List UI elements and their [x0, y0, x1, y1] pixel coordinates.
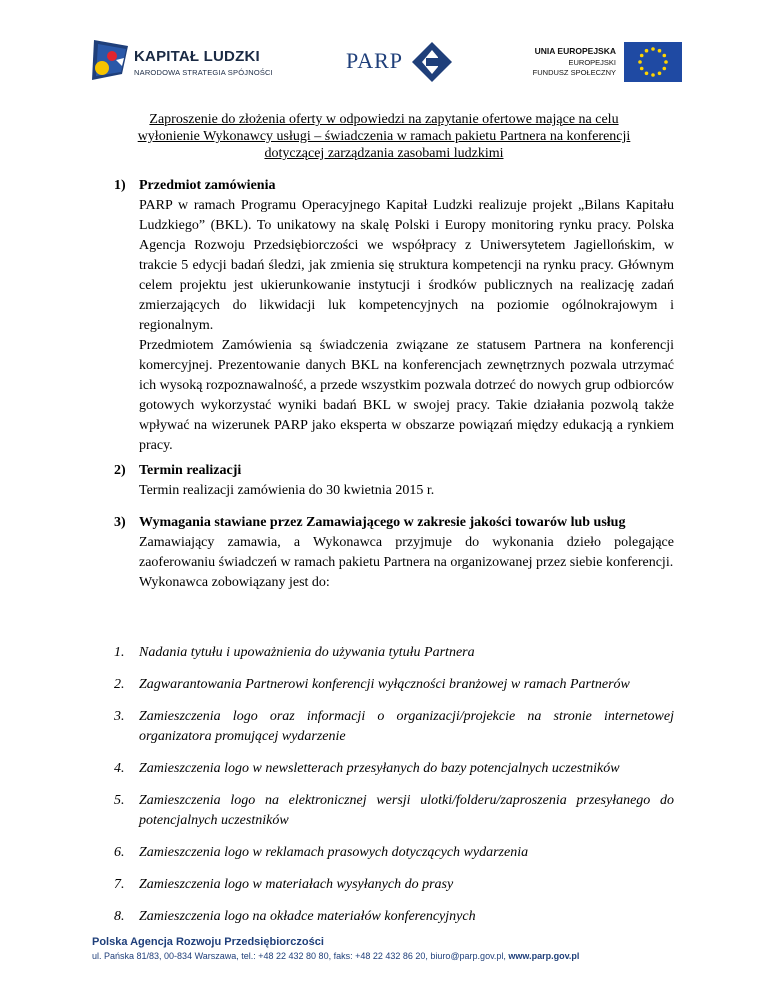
page-footer [92, 936, 579, 961]
list-item: 3. Zamieszczenia logo oraz informacji o organizacji/projekcie na stronie internetowej organizatora promującej wydarzenie [114, 709, 674, 744]
footer-address: ul. Pańska 81/83, 00-834 Warszawa, tel.: +48 22 432 80 80, faks: +48 22 432 86 20, biuro@parp.gov.pl, www.parp.gov.pl [92, 951, 580, 961]
list-item: 2. Zagwarantowania Partnerowi konferencji wyłączności branżowej w ramach Partnerów [114, 677, 630, 692]
parp-logo [346, 40, 466, 84]
list-item: 1. Nadania tytułu i upoważnienia do używania tytułu Partnera [114, 645, 475, 660]
list-item: 5. Zamieszczenia logo na elektronicznej wersji ulotki/folderu/zaproszenia przesyłanego do potencjalnych uczestników [114, 793, 674, 828]
obligations-list [114, 643, 674, 927]
section-heading: 3) Wymagania stawiane przez Zamawiającego w zakresie jakości towarów lub usług [114, 515, 626, 530]
paragraph: Zamawiający zamawia, a Wykonawca przyjmuje do wykonania dzieło polegające zaoferowaniu świadczeń w ramach pakietu Partnera na organizowanej przez siebie konferencji. [139, 535, 674, 570]
eu-logo [532, 42, 682, 82]
kapital-ludzki-subtitle: NARODOWA STRATEGIA SPÓJNOŚCI [134, 68, 273, 77]
title-line-2: wyłonienie Wykonawcy usługi – świadczenia w ramach pakietu Partnera na konferencji [137, 129, 631, 144]
section-wymagania [114, 513, 674, 593]
section-body [139, 481, 674, 501]
title-line-1: Zaproszenie do złożenia oferty w odpowiedzi na zapytanie ofertowe mające na celu [149, 112, 619, 127]
kapital-ludzki-title: KAPITAŁ LUDZKI [134, 48, 260, 65]
paragraph: Wykonawca zobowiązany jest do: [139, 575, 330, 590]
paragraph: Przedmiotem Zamówienia są świadczenia związane ze statusem Partnera na konferencji komercyjnej. Prezentowanie danych BKL na konferencjach zewnętrznych pozwala utrzymać ich wysoką rozpoznawalność, a przede wszystkim pozwala dotrzeć do nowych grup odbiorców gotowych wykorzystać wyniki badań BKL w swojej pracy. Takie działania pozwolą także wpływać na wizerunek PARP jako eksperta w obszarze powiązań między edukacją a rynkiem pracy. [139, 338, 674, 453]
paragraph: Termin realizacji zamówienia do 30 kwietnia 2015 r. [139, 483, 435, 498]
parp-arrows-icon [412, 42, 452, 82]
list-item: 4. Zamieszczenia logo w newsletterach przesyłanych do bazy potencjalnych uczestników [114, 761, 620, 776]
section-przedmiot-zamowienia [114, 176, 674, 456]
section-heading: 2) Termin realizacji [114, 463, 242, 478]
footer-website: www.parp.gov.pl [508, 951, 580, 961]
eu-line-1: UNIA EUROPEJSKA [534, 46, 616, 56]
paragraph: PARP w ramach Programu Operacyjnego Kapitał Ludzki realizuje projekt „Bilans Kapitału Ludzkiego” (BKL). To unikatowy na skalę Polski i Europy monitoring rynku pracy. Polska Agencja Rozwoju Przedsiębiorczości we współpracy z Uniwersytetem Jagiellońskim, w trakcie 5 edycji badań śledzi, jak zmienia się struktura kompetencji na rynku pracy. Głównym celem projektu jest ukierunkowanie instytucji i środków publicznych na realizację zadań zmierzających do likwidacji luk kompetencyjnych na poziomie ogólnokrajowym i regionalnym. [139, 198, 674, 333]
list-item: 8. Zamieszczenia logo na okładce materiałów konferencyjnych [114, 909, 476, 924]
eu-flag-icon [624, 42, 682, 82]
list-item: 6. Zamieszczenia logo w reklamach prasowych dotyczących wydarzenia [114, 845, 529, 860]
kapital-ludzki-emblem-icon [88, 34, 132, 86]
eu-line-2: EUROPEJSKI [568, 58, 616, 67]
parp-wordmark: PARP [346, 48, 404, 73]
list-item: 7. Zamieszczenia logo w materiałach wysyłanych do prasy [114, 877, 454, 892]
section-termin-realizacji [114, 461, 674, 501]
kapital-ludzki-logo [88, 34, 288, 86]
section-body [139, 196, 674, 456]
section-body [139, 533, 674, 593]
eu-line-3: FUNDUSZ SPOŁECZNY [532, 68, 616, 77]
title-line-3: dotyczącej zarządzania zasobami ludzkimi [264, 146, 504, 161]
section-heading: 1) Przedmiot zamówienia [114, 178, 276, 193]
footer-org-name: Polska Agencja Rozwoju Przedsiębiorczości [92, 936, 324, 948]
document-title [100, 111, 668, 162]
